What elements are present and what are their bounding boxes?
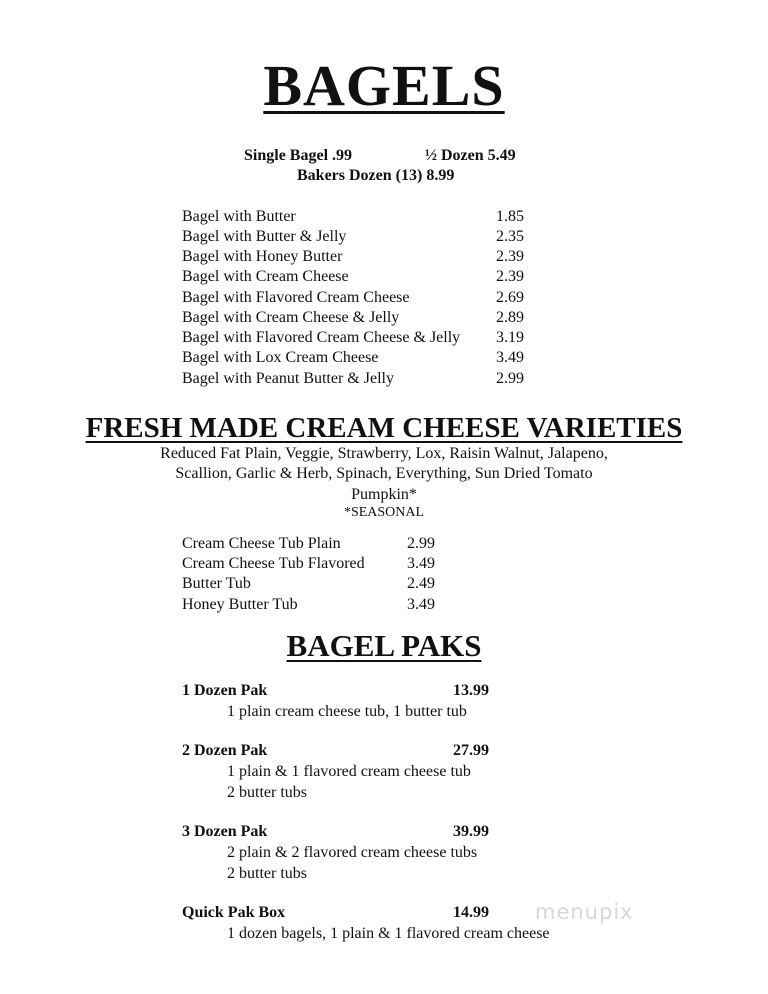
tub-price: 3.49 [407, 596, 435, 613]
bagel-item-price: 2.39 [496, 268, 524, 285]
single-bagel-price: Single Bagel .99 [244, 147, 353, 164]
bagel-item-price: 2.89 [496, 309, 524, 326]
tub-name: Butter Tub [182, 575, 251, 592]
tub-name: Cream Cheese Tub Plain [182, 535, 341, 552]
tub-price: 2.49 [407, 575, 435, 592]
pak-name: 1 Dozen Pak [182, 682, 268, 699]
page-title: BAGELS [263, 53, 505, 118]
bagel-item-name: Bagel with Flavored Cream Cheese [182, 289, 410, 306]
cream-cheese-heading: FRESH MADE CREAM CHEESE VARIETIES [85, 412, 683, 444]
tub-price: 2.99 [407, 535, 435, 552]
varieties-line: Scallion, Garlic & Herb, Spinach, Everything, Sun Dried Tomato [175, 465, 593, 482]
pak-detail: 2 butter tubs [227, 865, 307, 882]
menupix-watermark: menupix [535, 900, 634, 924]
bagel-item-name: Bagel with Butter & Jelly [182, 228, 347, 245]
pak-detail: 1 plain cream cheese tub, 1 butter tub [227, 703, 467, 720]
pak-detail: 2 plain & 2 flavored cream cheese tubs [227, 844, 478, 861]
pak-price: 39.99 [453, 823, 489, 840]
bagel-item-price: 3.49 [496, 349, 524, 366]
seasonal-note: *SEASONAL [343, 505, 425, 520]
bagel-item-name: Bagel with Butter [182, 208, 296, 225]
pak-name: 3 Dozen Pak [182, 823, 268, 840]
pak-price: 14.99 [453, 904, 489, 921]
bagel-item-price: 1.85 [496, 208, 524, 225]
bagel-item-price: 2.35 [496, 228, 524, 245]
bagel-item-name: Bagel with Flavored Cream Cheese & Jelly [182, 329, 461, 346]
varieties-line: Pumpkin* [351, 486, 417, 503]
bagel-item-name: Bagel with Lox Cream Cheese [182, 349, 379, 366]
bagel-item-price: 2.39 [496, 248, 524, 265]
bagel-item-price: 2.99 [496, 370, 524, 387]
pak-detail: 1 plain & 1 flavored cream cheese tub [227, 763, 471, 780]
bagel-item-price: 3.19 [496, 329, 524, 346]
varieties-line: Reduced Fat Plain, Veggie, Strawberry, Lox, Raisin Walnut, Jalapeno, [160, 445, 608, 462]
tub-price: 3.49 [407, 555, 435, 572]
bagel-item-price: 2.69 [496, 289, 524, 306]
pak-name: 2 Dozen Pak [182, 742, 268, 759]
pak-price: 27.99 [453, 742, 489, 759]
pak-detail: 2 butter tubs [227, 784, 307, 801]
bagel-item-name: Bagel with Cream Cheese & Jelly [182, 309, 400, 326]
tub-name: Honey Butter Tub [182, 596, 298, 613]
bagel-item-name: Bagel with Cream Cheese [182, 268, 349, 285]
pak-detail: 1 dozen bagels, 1 plain & 1 flavored cream cheese [227, 925, 550, 942]
pak-name: Quick Pak Box [182, 904, 286, 921]
pak-price: 13.99 [453, 682, 489, 699]
half-dozen-price: ½ Dozen 5.49 [425, 147, 516, 164]
bagel-item-name: Bagel with Honey Butter [182, 248, 343, 265]
bagel-item-name: Bagel with Peanut Butter & Jelly [182, 370, 394, 387]
bakers-dozen-price: Bakers Dozen (13) 8.99 [297, 167, 455, 184]
tub-name: Cream Cheese Tub Flavored [182, 555, 365, 572]
bagel-paks-heading: BAGEL PAKS [286, 628, 482, 663]
